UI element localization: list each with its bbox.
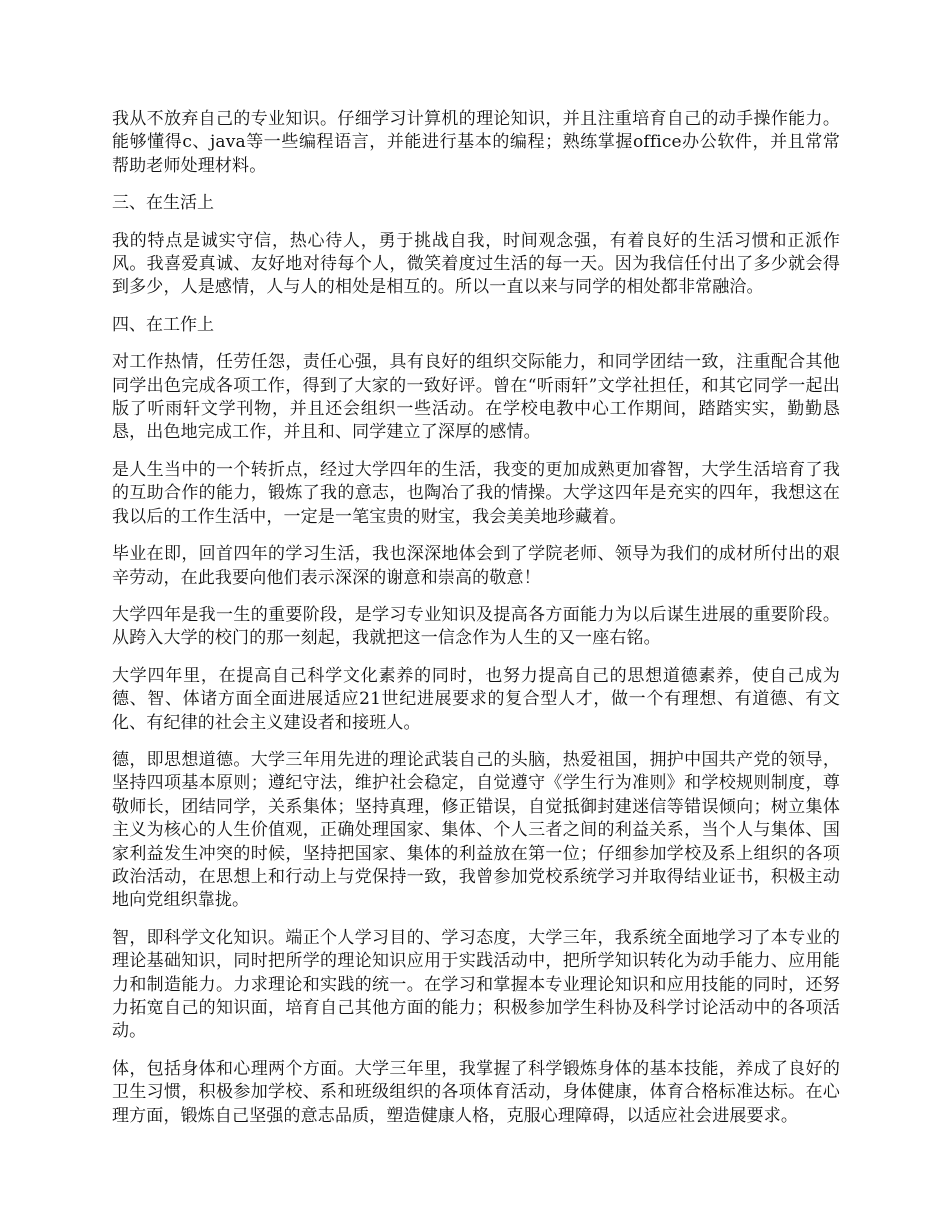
- paragraph-graduation-thanks: 毕业在即，回首四年的学习生活，我也深深地体会到了学院老师、领导为我们的成材所付出的艰辛劳动，在此我要向他们表示深深的谢意和崇高的敬意！: [112, 544, 840, 588]
- paragraph-self-improvement: 大学四年里，在提高自己科学文化素养的同时，也努力提高自己的思想道德素养，使自己成为德、智、体诸方面全面进展适应21世纪进展要求的复合型人才，做一个有理想、有道德、有文化、有纪律的社会主义建设者和接班人。: [112, 665, 840, 733]
- paragraph-morality: 德，即思想道德。大学三年用先进的理论武装自己的头脑，热爱祖国，拥护中国共产党的领导，坚持四项基本原则；遵纪守法，维护社会稳定，自觉遵守《学生行为准则》和学校规则制度，尊敬师长，团结同学，关系集体；坚持真理，修正错误，自觉抵御封建迷信等错误倾向；树立集体主义为核心的人生价值观，正确处理国家、集体、个人三者之间的利益关系，当个人与集体、国家利益发生冲突的时候，坚持把国家、集体的利益放在第一位；仔细参加学校及系上组织的各项政治活动，在思想上和行动上与党保持一致，我曾参加党校系统学习并取得结业证书，积极主动地向党组织靠拢。: [112, 749, 840, 911]
- paragraph-professional-knowledge: 我从不放弃自己的专业知识。仔细学习计算机的理论知识，并且注重培育自己的动手操作能力。能够懂得c、java等一些编程语言，并能进行基本的编程；熟练掌握office办公软件，并且常常帮助老师处理材料。: [112, 109, 840, 176]
- paragraph-intellect: 智，即科学文化知识。端正个人学习目的、学习态度，大学三年，我系统全面地学习了本专业的理论基础知识，同时把所学的理论知识应用于实践活动中，把所学知识转化为动手能力、应用能力和制造能力。力求理论和实践的统一。在学习和掌握本专业理论知识和应用技能的同时，还努力拓宽自己的知识面，培育自己其他方面的能力；积极参加学生科协及科学讨论活动中的各项活动。: [112, 927, 840, 1042]
- paragraph-turning-point: 是人生当中的一个转折点，经过大学四年的生活，我变的更加成熟更加睿智，大学生活培育了我的互助合作的能力，锻炼了我的意志，也陶冶了我的情操。大学这四年是充实的四年，我想这在我以后的工作生活中，一定是一笔宝贵的财宝，我会美美地珍藏着。: [112, 459, 840, 527]
- section-heading-work: 四、在工作上: [112, 314, 214, 335]
- section-heading-life: 三、在生活上: [112, 193, 214, 214]
- paragraph-work: 对工作热情，任劳任怨，责任心强，具有良好的组织交际能力，和同学团结一致，注重配合其他同学出色完成各项工作，得到了大家的一致好评。曾在“听雨轩”文学社担任，和其它同学一起出版了听雨轩文学刊物，并且还会组织一些活动。在学校电教中心工作期间，踏踏实实，勤勤恳恳，出色地完成工作，并且和、同学建立了深厚的感情。: [112, 352, 840, 443]
- paragraph-life: 我的特点是诚实守信，热心待人，勇于挑战自我，时间观念强，有着良好的生活习惯和正派作风。我喜爱真诚、友好地对待每个人，微笑着度过生活的每一天。因为我信任付出了多少就会得到多少，人是感情，人与人的相处是相互的。所以一直以来与同学的相处都非常融洽。: [112, 230, 840, 298]
- paragraph-four-years: 大学四年是我一生的重要阶段，是学习专业知识及提高各方面能力为以后谋生进展的重要阶段。从跨入大学的校门的那一刻起，我就把这一信念作为人生的又一座右铭。: [112, 604, 840, 649]
- paragraph-physical: 体，包括身体和心理两个方面。大学三年里，我掌握了科学锻炼身体的基本技能，养成了良好的卫生习惯，积极参加学校、系和班级组织的各项体育活动，身体健康，体育合格标准达标。在心理方面，锻炼自己坚强的意志品质，塑造健康人格，克服心理障碍，以适应社会进展要求。: [112, 1058, 840, 1126]
